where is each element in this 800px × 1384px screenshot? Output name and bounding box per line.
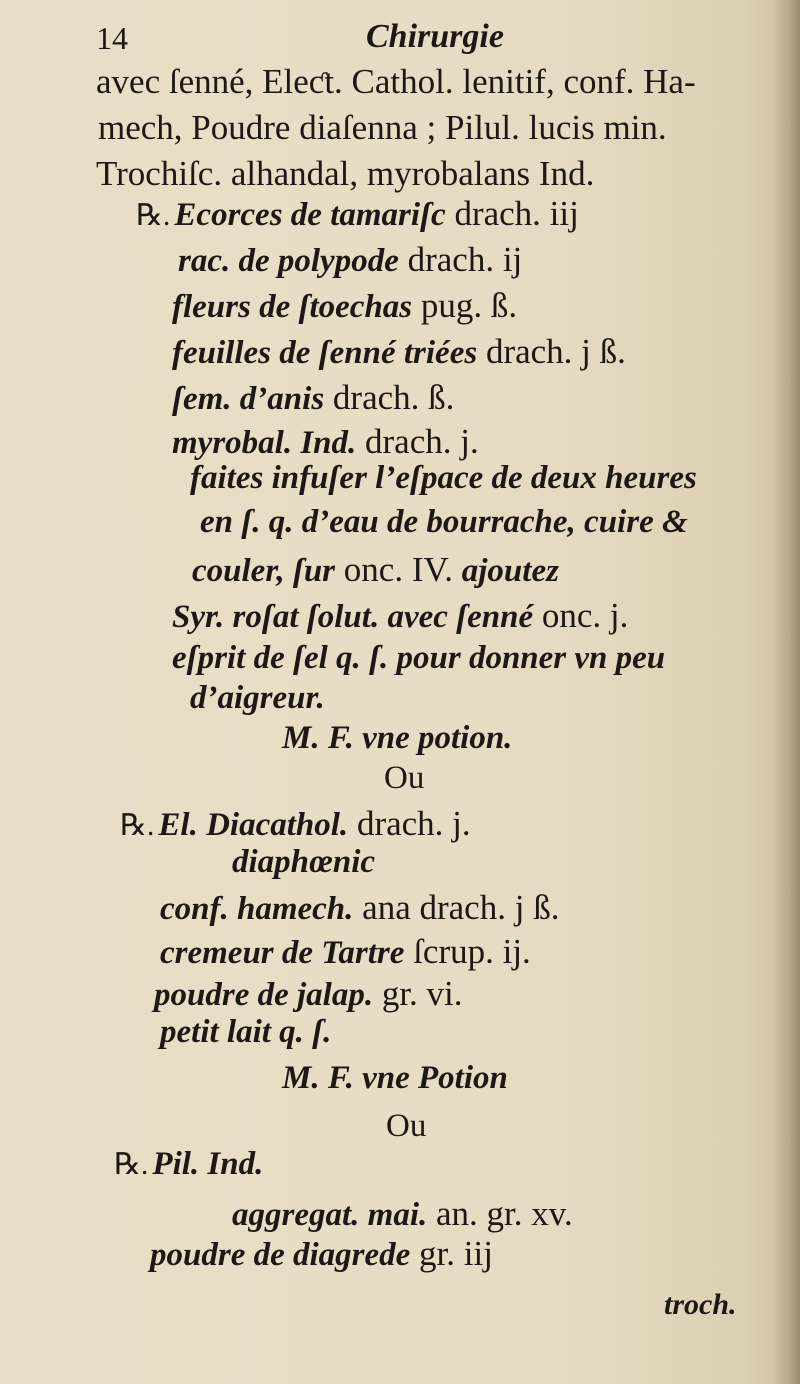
instruction-text: ajoutez <box>461 553 559 589</box>
ingredient-dose: drach. j. <box>348 804 471 843</box>
ingredient-name: poudre de diagrede <box>150 1237 411 1273</box>
ingredient-dose: drach. iij <box>445 194 579 233</box>
instruction-line: petit lait q. ſ. <box>160 1014 332 1050</box>
ingredient-dose: drach. j. <box>356 422 479 461</box>
page-number: 14 <box>96 20 128 56</box>
recipe-line <box>172 424 479 460</box>
page-gutter-shadow <box>772 0 800 1384</box>
running-title: Chirurgie <box>366 18 504 55</box>
ingredient-name: ſem. d’anis <box>172 381 325 417</box>
recipe-line <box>120 806 471 842</box>
ingredient-dose: drach. ij <box>398 240 523 279</box>
ingredient-dose: ſcrup. ij. <box>404 932 531 971</box>
ingredient-name: Ecorces de tamariſc <box>174 197 446 233</box>
instruction-line: faites infuſer l’eſpace de deux heures <box>190 460 697 496</box>
ingredient-name: fleurs de ſtoechas <box>172 289 413 325</box>
ingredient-dose: an. gr. xv. <box>427 1194 573 1233</box>
recipe-line <box>172 380 454 416</box>
recipe-line <box>150 1236 493 1272</box>
ingredient-dose: drach. j ß. <box>477 332 626 371</box>
recipe-symbol: ℞. <box>120 809 155 842</box>
recipe-line <box>172 288 517 324</box>
ingredient-name: cremeur de Tartre <box>160 935 405 971</box>
instruction-line: eſprit de ſel q. ſ. pour donner vn peu <box>172 640 666 676</box>
recipe-symbol: ℞. <box>114 1148 149 1181</box>
ingredient-name: Syr. roſat ſolut. avec ſenné <box>172 599 534 635</box>
recipe-line <box>172 334 626 370</box>
separator-ou: Ou <box>384 760 425 796</box>
ingredient-dose: pug. ß. <box>412 286 518 325</box>
recipe-line <box>160 934 531 970</box>
ingredient-name: conf. hamech. <box>160 891 354 927</box>
ingredient-dose: ana drach. j ß. <box>353 888 560 927</box>
instruction-text: couler, ſur <box>192 553 336 589</box>
recipe-line <box>178 242 522 278</box>
recipe-symbol: ℞. <box>136 199 171 232</box>
formula-closing: M. F. vne Potion <box>282 1060 508 1096</box>
ingredient-name: diaphœnic <box>232 844 376 880</box>
separator-ou: Ou <box>386 1108 427 1144</box>
instruction-dose: onc. IV. <box>335 550 462 589</box>
ingredient-dose: gr. vi. <box>373 974 463 1013</box>
recipe-line <box>172 598 628 634</box>
ingredient-dose: drach. ß. <box>324 378 455 417</box>
intro-line: mech, Poudre diaſenna ; Pilul. lucis min. <box>98 108 667 147</box>
recipe-line <box>232 1196 573 1232</box>
recipe-line <box>154 976 463 1012</box>
intro-line: avec ſenné, Eleƈt. Cathol. lenitif, conf. Ha- <box>96 62 696 101</box>
ingredient-dose: gr. iij <box>410 1234 493 1273</box>
instruction-line <box>192 552 559 588</box>
recipe-line <box>160 890 559 926</box>
ingredient-dose: onc. j. <box>533 596 629 635</box>
ingredient-name: aggregat. mai. <box>232 1197 428 1233</box>
catchword: troch. <box>664 1288 737 1321</box>
ingredient-name: feuilles de ſenné triées <box>172 335 478 371</box>
ingredient-name: Pil. Ind. <box>152 1146 264 1182</box>
instruction-line: en ſ. q. d’eau de bourrache, cuire & <box>200 504 688 540</box>
ingredient-name: poudre de jalap. <box>154 977 374 1013</box>
ingredient-name: El. Diacathol. <box>158 807 349 843</box>
recipe-line <box>136 196 579 232</box>
instruction-line: d’aigreur. <box>190 680 325 716</box>
ingredient-name: rac. de polypode <box>178 243 399 279</box>
ingredient-name: myrobal. Ind. <box>172 425 357 461</box>
formula-closing: M. F. vne potion. <box>282 720 513 756</box>
intro-line: Trochiſc. alhandal, myrobalans Ind. <box>96 154 595 193</box>
recipe-line <box>114 1148 263 1181</box>
